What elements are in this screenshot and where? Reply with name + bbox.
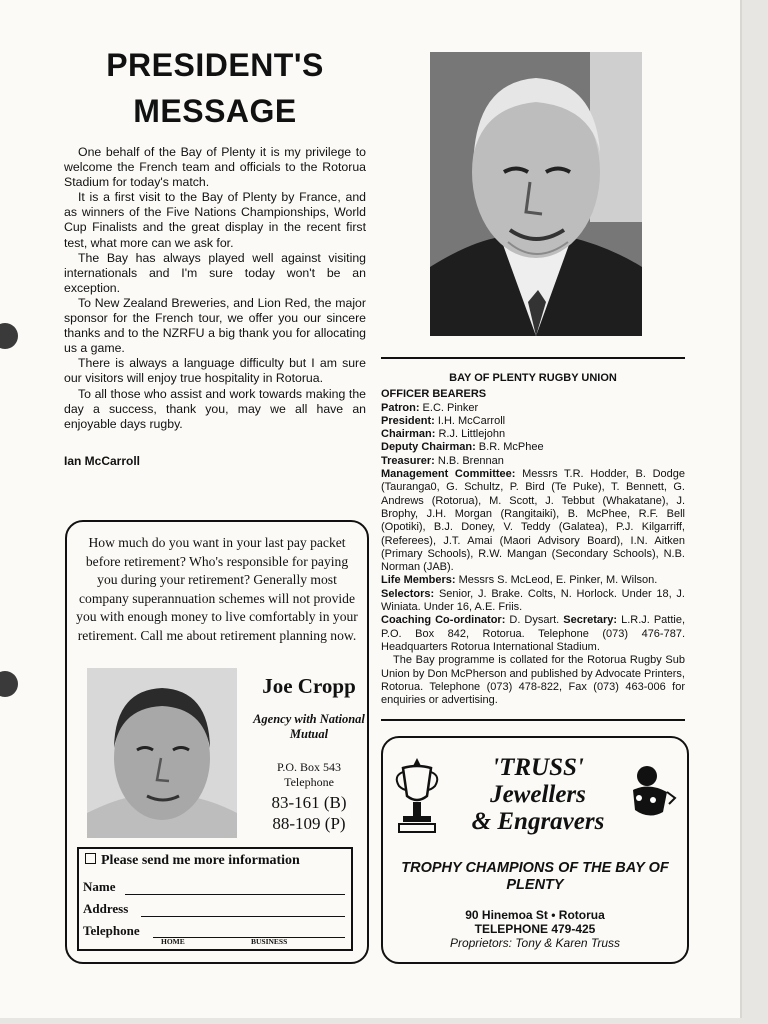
- rugby-union-officers: [381, 372, 685, 707]
- truss-line2: Jewellers: [490, 781, 586, 808]
- jeweller-tagline: TROPHY CHAMPIONS OF THE BAY OF PLENTY: [401, 860, 669, 893]
- form-title-label: Please send me more information: [101, 853, 300, 868]
- crest-icon: [623, 764, 677, 820]
- officer-entry: [381, 455, 685, 468]
- officer-label: Selectors:: [381, 587, 435, 600]
- truss-line1: 'TRUSS': [492, 754, 584, 781]
- portrait-illustration: [430, 52, 642, 336]
- home-label: HOME: [161, 937, 185, 946]
- message-paragraph: It is a first visit to the Bay of Plenty by France, and as winners of the Five Nations Championships, World Cup Finalists and the great display in the recent first test, what more can we ask for.: [64, 190, 366, 250]
- jeweller-name: [438, 754, 638, 835]
- message-paragraph: To New Zealand Breweries, and Lion Red, the major sponsor for the French tour, we offer you our sincere thanks and to the NZRFU a big thank you for allocating us a game.: [64, 295, 366, 356]
- information-request-form: [77, 847, 353, 951]
- officer-entry: [381, 574, 685, 587]
- officer-value: L.R.J. Pattie, P.O. Box 842, Rotorua. Telephone (073) 476-787. Headquarters Rotorua International Stadium.: [381, 614, 686, 653]
- telephone-label: Telephone: [284, 775, 334, 789]
- divider: [381, 357, 685, 359]
- officer-entry: [381, 402, 685, 415]
- officer-entry: [381, 588, 685, 615]
- agency-name: Agency with National Mutual: [253, 712, 365, 741]
- officer-label: Patron:: [381, 401, 420, 414]
- officer-label: Life Members:: [381, 574, 456, 587]
- programme-note: The Bay programme is collated for the Rotorua Rugby Sub Union by Don McPherson and published by Advocate Printers, Rotorua. Telephone (073) 478-822, Fax (073) 463-006 for enquiries or advertising.: [381, 654, 685, 707]
- retirement-advert: [65, 520, 369, 964]
- officer-entry: [381, 614, 685, 654]
- binder-hole: [0, 323, 18, 349]
- officer-label: Coaching Co-ordinator:: [381, 614, 506, 627]
- form-name-label: Name: [83, 879, 116, 894]
- street-address: 90 Hinemoa St • Rotorua: [465, 908, 605, 922]
- officer-value: D. Dysart.: [505, 614, 564, 627]
- jewellers-advert: [381, 736, 689, 964]
- message-paragraph: To all those who assist and work towards making the day a success, thank you, may we all have an enjoyable days rugby.: [64, 386, 366, 431]
- trophy-icon: [393, 756, 441, 836]
- agent-name: Joe Cropp: [262, 674, 356, 698]
- officer-value: Messrs T.R. Hodder, B. Dodge (Tauranga0, G. Schultz, P. Bird (Te Puke), T. Bennett, G. Andrews (Rotorua), M. Scott, J. Tebbut (Whakatane), J. Brophy, J.H. Morgan (Rangitaiki), B. McPhee, R.F. Bell (Opotiki), B.J. Doney, V. Teddy (Galatea), P.J. Kilgarriff, (Referees), J.T. Amai (Maori Advisory Board), I.N. Aitken (Primary Schools), R.W. Mangan (Secondary Schools), N.B. Norman (JAB).: [381, 468, 686, 574]
- agent-contact: [253, 760, 365, 790]
- officer-entry: [381, 468, 685, 574]
- name-line[interactable]: [125, 894, 345, 895]
- officer-entry: [381, 415, 685, 428]
- officer-entry: [381, 428, 685, 441]
- officer-bearers-heading: OFFICER BEARERS: [381, 388, 487, 401]
- officer-label: Chairman:: [381, 428, 436, 441]
- jeweller-telephone: TELEPHONE 479-425: [474, 922, 596, 936]
- advert-copy: How much do you want in your last pay packet before retirement? Who's responsible for paying you during your retirement? Generally most company superannuation schemes will not provide you with enough money to live comfortably in your retirement. Call me about retirement planning now.: [76, 535, 358, 643]
- officer-label: Treasurer:: [381, 454, 435, 467]
- phone-business: 83-161 (B): [271, 793, 347, 812]
- signature: Ian McCarroll: [64, 454, 141, 468]
- address-line[interactable]: [141, 916, 345, 917]
- truss-line3: & Engravers: [471, 808, 605, 835]
- form-title: [85, 853, 300, 869]
- officer-value: N.B. Brennan: [434, 454, 504, 467]
- president-message: [64, 145, 366, 432]
- message-paragraph: There is always a language difficulty but I am sure our visitors will enjoy true hospitality in Rotorua.: [64, 356, 366, 386]
- po-box: P.O. Box 543: [276, 760, 341, 774]
- message-paragraph: The Bay has always played well against visiting internationals and I'm sure today won't be an exception.: [64, 250, 366, 295]
- officer-value: I.H. McCarroll: [434, 414, 506, 427]
- agent-photo: [87, 668, 237, 838]
- divider: [381, 719, 685, 721]
- officer-value: E.C. Pinker: [419, 401, 479, 414]
- form-telephone-label: Telephone: [83, 923, 140, 938]
- form-address-label: Address: [83, 901, 129, 916]
- officer-value: Senior, J. Brake. Colts, N. Horlock. Under 18, J. Winiata. Under 16, A.E. Friis.: [381, 587, 685, 614]
- officer-label: Deputy Chairman:: [381, 441, 476, 454]
- page-title: PRESIDENT'S MESSAGE: [106, 47, 324, 129]
- jeweller-address: [393, 908, 677, 936]
- message-paragraph: One behalf of the Bay of Plenty it is my privilege to welcome the French team and officials to the Rotorua Stadium for today's match.: [64, 145, 366, 190]
- proprietors: Proprietors: Tony & Karen Truss: [449, 936, 621, 950]
- union-heading: BAY OF PLENTY RUGBY UNION: [449, 372, 617, 384]
- president-photo: [430, 52, 642, 336]
- officer-value: Messrs S. McLeod, E. Pinker, M. Wilson.: [455, 574, 658, 587]
- agent-portrait-illustration: [87, 668, 237, 838]
- officer-label: Management Committee:: [381, 468, 516, 481]
- checkbox-icon[interactable]: [85, 853, 96, 864]
- officer-value: B.R. McPhee: [475, 441, 544, 454]
- binder-hole: [0, 671, 18, 697]
- officer-label: President:: [381, 414, 435, 427]
- officer-value: R.J. Littlejohn: [435, 428, 506, 441]
- agent-phones: [253, 792, 365, 834]
- officer-entry: [381, 441, 685, 454]
- phone-private: 88-109 (P): [272, 814, 346, 833]
- business-label: BUSINESS: [251, 937, 288, 946]
- officer-label: Secretary:: [563, 614, 618, 627]
